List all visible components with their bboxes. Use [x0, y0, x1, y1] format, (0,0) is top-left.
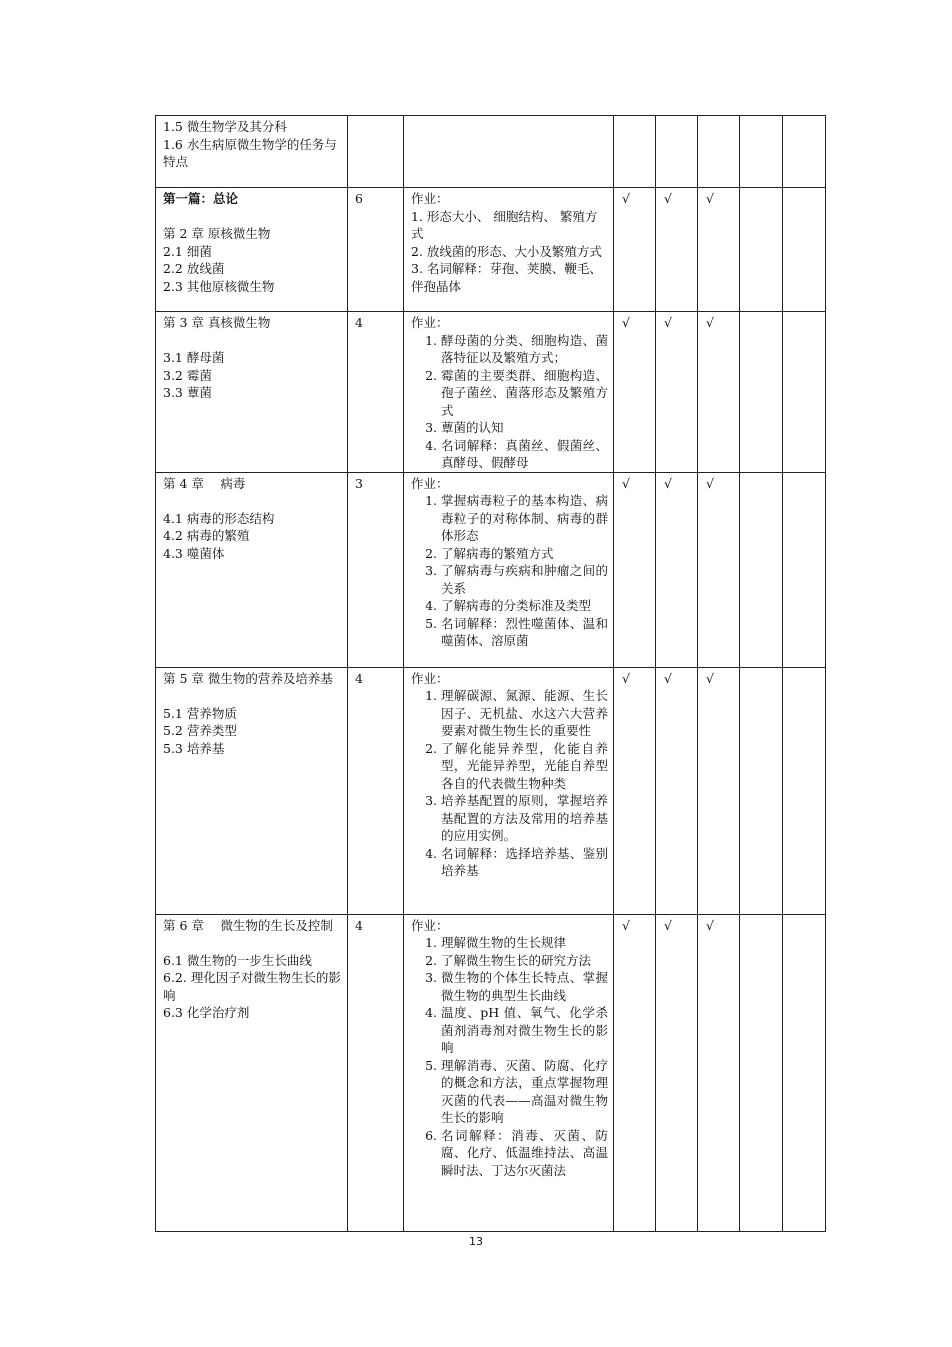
check-cell: √: [614, 312, 656, 473]
check-cell: [783, 914, 826, 1231]
topic-line: 第 2 章 原核微生物: [163, 226, 271, 241]
homework-item: 1. 理解碳源、氮源、能源、生长因子、无机盐、水这六大营养要素对微生物生长的重要性: [441, 687, 608, 740]
check-cell: √: [656, 188, 698, 312]
hours-cell: 3: [348, 472, 404, 667]
topic-line: 2.2 放线菌: [163, 261, 225, 276]
topic-cell: [156, 472, 348, 667]
homework-cell: [404, 116, 614, 188]
topic-line: 3.3 蕈菌: [163, 385, 212, 400]
homework-item: 2. 了解微生物生长的研究方法: [441, 952, 608, 970]
check-cell: √: [656, 667, 698, 914]
check-cell: [740, 116, 783, 188]
table-row: [156, 116, 826, 188]
homework-item: 4. 了解病毒的分类标准及类型: [441, 597, 608, 615]
homework-item: 4. 温度、pH 值、氧气、化学杀菌剂消毒剂对微生物生长的影响: [441, 1004, 608, 1057]
page-number: 13: [469, 1235, 483, 1248]
homework-item: 3. 微生物的个体生长特点、掌握微生物的典型生长曲线: [441, 969, 608, 1004]
table-row: [156, 667, 826, 914]
homework-title: 作业：: [411, 475, 449, 491]
syllabus-table: [155, 115, 826, 1232]
check-cell: √: [698, 914, 740, 1231]
homework-item: 1. 理解微生物的生长规律: [441, 934, 608, 952]
topic-line: 4.1 病毒的形态结构: [163, 510, 275, 526]
topic-cell: [156, 914, 348, 1231]
table-row: [156, 914, 826, 1231]
chapter-heading: 第 5 章 微生物的营养及培养基: [163, 670, 333, 686]
topic-line: 5.3 培养基: [163, 740, 225, 756]
check-cell: [740, 312, 783, 473]
check-cell: [740, 667, 783, 914]
topic-line: 6.3 化学治疗剂: [163, 1005, 250, 1020]
topic-line: 4.2 病毒的繁殖: [163, 528, 250, 543]
homework-item: 5. 理解消毒、灭菌、防腐、化疗的概念和方法，重点掌握物理灭菌的代表——高温对微生物生长的影响: [441, 1057, 608, 1127]
homework-item: 4. 名词解释：选择培养基、鉴别培养基: [441, 845, 608, 880]
homework-title: 作业：: [411, 315, 449, 330]
check-cell: [783, 472, 826, 667]
check-cell: [783, 312, 826, 473]
check-cell: √: [656, 312, 698, 473]
homework-title: 作业：: [411, 917, 449, 933]
hours-cell: 6: [348, 188, 404, 312]
topic-line: 6.2. 理化因子对微生物生长的影响: [163, 970, 341, 1003]
check-cell: √: [698, 472, 740, 667]
homework-item: 4. 名词解释：真菌丝、假菌丝、真酵母、假酵母: [441, 437, 608, 472]
chapter-heading: 第 6 章 微生物的生长及控制: [163, 917, 333, 933]
homework-cell: [404, 667, 614, 914]
check-cell: [740, 914, 783, 1231]
homework-item: 1. 酵母菌的分类、细胞构造、菌落特征以及繁殖方式；: [441, 332, 608, 367]
homework-list: [411, 492, 608, 650]
homework-item: 3. 培养基配置的原则，掌握培养基配置的方法及常用的培养基的应用实例。: [441, 792, 608, 845]
check-cell: √: [614, 667, 656, 914]
check-cell: √: [698, 188, 740, 312]
topic-cell: [156, 116, 348, 188]
check-cell: [740, 188, 783, 312]
homework-list: [411, 687, 608, 880]
table-row: [156, 188, 826, 312]
homework-item: 5. 名词解释：烈性噬菌体、温和噬菌体、溶原菌: [441, 615, 608, 650]
homework-item: 3. 蕈菌的认知: [441, 419, 608, 437]
homework-item: 1. 掌握病毒粒子的基本构造、病毒粒子的对称体制、病毒的群体形态: [441, 492, 608, 545]
check-cell: [656, 116, 698, 188]
check-cell: [783, 116, 826, 188]
topic-line: 6.1 微生物的一步生长曲线: [163, 952, 312, 968]
hours-cell: 4: [348, 667, 404, 914]
homework-item: 2. 了解化能异养型，化能自养型，光能异养型，光能自养型各自的代表微生物种类: [441, 740, 608, 793]
hours-cell: 4: [348, 312, 404, 473]
topic-line: 2.3 其他原核微生物: [163, 278, 275, 294]
topic-line: 1.5 微生物学及其分科: [163, 119, 287, 134]
topic-line: 4.3 噬菌体: [163, 545, 225, 561]
chapter-heading: 第 4 章 病毒: [163, 475, 246, 491]
homework-list: [411, 332, 608, 472]
hours-cell: [348, 116, 404, 188]
check-cell: [783, 667, 826, 914]
topic-cell: [156, 188, 348, 312]
homework-item: 1. 形态大小、 细胞结构、 繁殖方式: [411, 208, 598, 241]
check-cell: √: [614, 914, 656, 1231]
check-cell: [783, 188, 826, 312]
homework-item: 3. 了解病毒与疾病和肿瘤之间的关系: [441, 562, 608, 597]
chapter-heading: 第 3 章 真核微生物: [163, 315, 271, 330]
homework-cell: [404, 914, 614, 1231]
homework-item: 2. 放线菌的形态、大小及繁殖方式: [411, 243, 602, 259]
homework-item: 3. 名词解释：芽孢、荚膜、鞭毛、伴孢晶体: [411, 261, 602, 294]
homework-cell: [404, 312, 614, 473]
homework-list: [411, 934, 608, 1179]
topic-line: 3.1 酵母菌: [163, 350, 225, 365]
topic-line: 5.1 营养物质: [163, 705, 237, 721]
check-cell: √: [656, 914, 698, 1231]
check-cell: √: [698, 312, 740, 473]
homework-item: 6. 名词解释：消毒、灭菌、防腐、化疗、低温维持法、高温瞬时法、丁达尔灭菌法: [441, 1127, 608, 1180]
topic-line: 5.2 营养类型: [163, 723, 237, 738]
topic-cell: [156, 312, 348, 473]
topic-cell: [156, 667, 348, 914]
table-row: [156, 472, 826, 667]
check-cell: √: [614, 472, 656, 667]
topic-line: 2.1 细菌: [163, 243, 212, 259]
check-cell: [698, 116, 740, 188]
check-cell: √: [614, 188, 656, 312]
topic-line: 1.6 水生病原微生物学的任务与特点: [163, 136, 337, 169]
homework-item: 2. 了解病毒的繁殖方式: [441, 545, 608, 563]
homework-cell: [404, 188, 614, 312]
table-row: [156, 312, 826, 473]
homework-title: 作业：: [411, 191, 449, 206]
check-cell: √: [656, 472, 698, 667]
section-heading: 第一篇：总论: [163, 191, 239, 206]
homework-item: 2. 霉菌的主要类群、细胞构造、孢子菌丝、菌落形态及繁殖方式: [441, 367, 608, 420]
topic-line: 3.2 霉菌: [163, 367, 212, 383]
hours-cell: 4: [348, 914, 404, 1231]
check-cell: [614, 116, 656, 188]
homework-cell: [404, 472, 614, 667]
homework-title: 作业：: [411, 670, 449, 686]
check-cell: √: [698, 667, 740, 914]
check-cell: [740, 472, 783, 667]
